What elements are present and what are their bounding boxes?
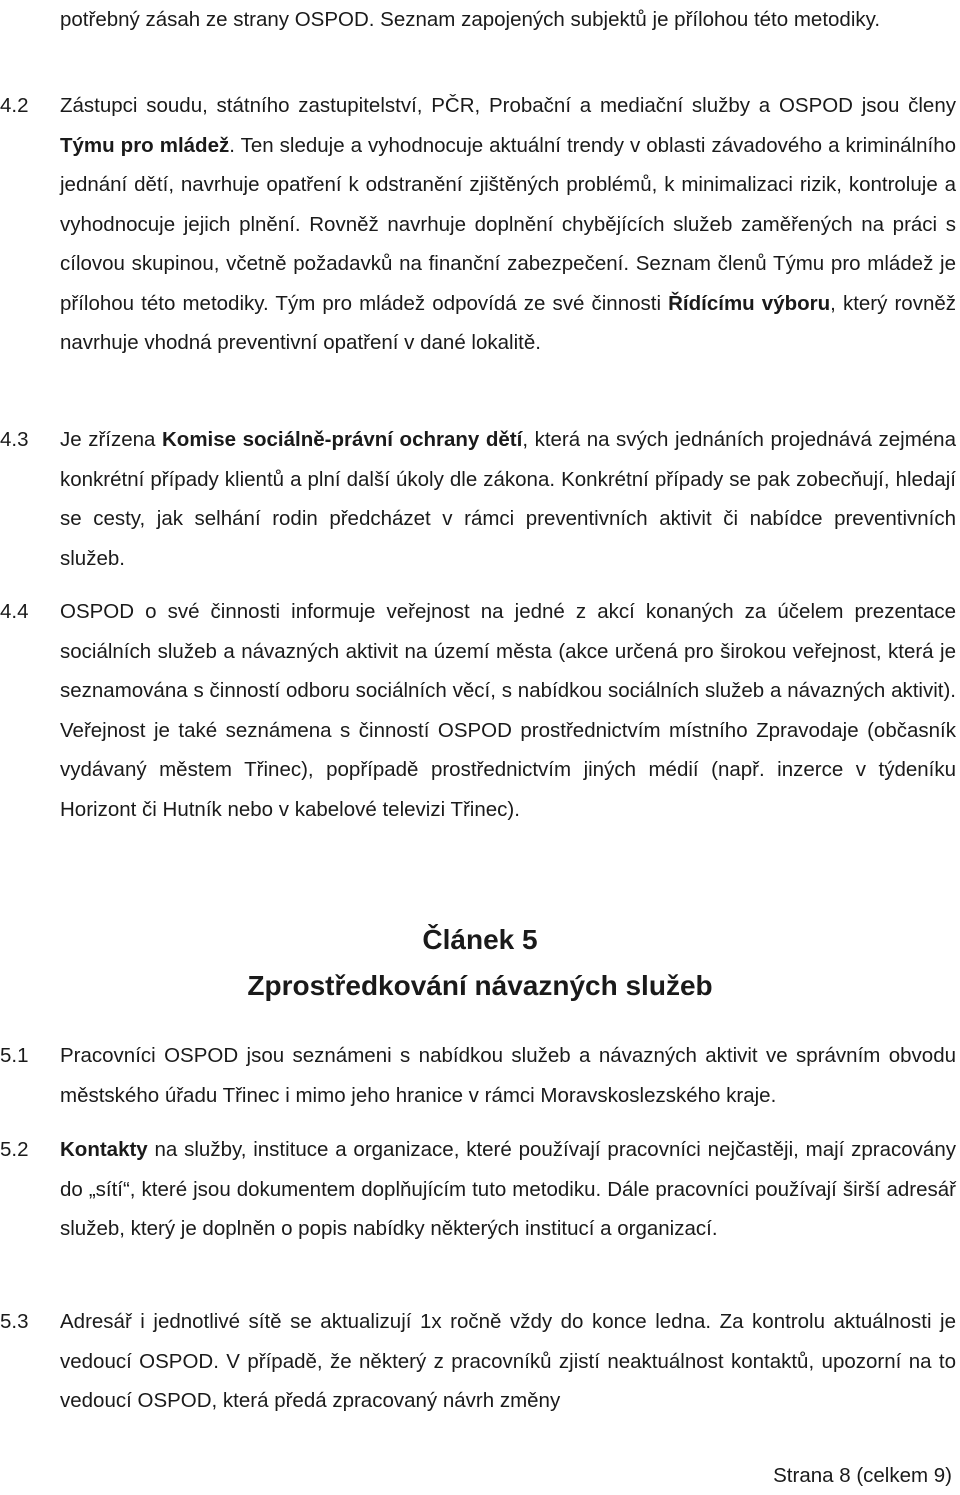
term-kontakty: Kontakty bbox=[60, 1138, 148, 1161]
paragraph-intro-text: potřebný zásah ze strany OSPOD. Seznam zapojených subjektů je přílohou této metodiky. bbox=[60, 8, 881, 31]
paragraph-4-4-text: OSPOD o své činnosti informuje veřejnost na jedné z akcí konaných za účelem prezentace sociálních služeb a návazných aktivit na území města (akce určená pro širokou veřejnost, která je seznamována s činností odboru sociálních věcí, s nabídkou sociálních služeb a návazných aktivit). Veřejnost je také seznámena s činností OSPOD prostřednictvím místního Zpravodaje (občasník vydávaný městem Třinec), popřípadě prostřednictvím jiných médií (např. inzerce v týdeníku Horizont či Hutník nebo v kabelové televizi Třinec). bbox=[60, 600, 956, 821]
paragraph-5-3 bbox=[0, 1302, 958, 1421]
paragraph-number: 5.3 bbox=[0, 1310, 29, 1333]
article-subtitle: Zprostředkování návazných služeb bbox=[247, 970, 713, 1001]
paragraph-5-1 bbox=[0, 1036, 958, 1115]
term-tym-pro-mladez: Týmu pro mládež bbox=[60, 133, 230, 157]
paragraph-4-3 bbox=[0, 420, 958, 578]
paragraph-5-2 bbox=[0, 1130, 958, 1249]
term-komise-ospod: Komise sociálně-právní ochrany dětí bbox=[162, 428, 523, 451]
paragraph-intro bbox=[0, 0, 958, 40]
paragraph-number: 4.3 bbox=[0, 428, 29, 451]
paragraph-4-3-text: Je zřízena Komise sociálně-právní ochrany dětí, která na svých jednáních projednává zejména konkrétní případy klientů a plní další úkoly dle zákona. Konkrétní případy se pak zobecňují, hledají se cesty, jak selhání rodin předcházet v rámci preventivních aktivit či nabídce preventivních služeb. bbox=[60, 428, 956, 570]
paragraph-number: 5.1 bbox=[0, 1044, 29, 1067]
page-number-footer: Strana 8 (celkem 9) bbox=[773, 1464, 952, 1487]
term-ridici-vybor: Řídícímu výboru bbox=[668, 291, 831, 315]
paragraph-number: 5.2 bbox=[0, 1138, 29, 1161]
paragraph-4-2-text: Zástupci soudu, státního zastupitelství, PČR, Probační a mediační služby a OSPOD jsou členy Týmu pro mládež. Ten sleduje a vyhodnocuje aktuální trendy v oblasti závadového a kriminálního jednání dětí, navrhuje opatření k odstranění zjištěných problémů, k minimalizaci rizik, kontroluje a vyhodnocuje jejich plnění. Rovněž navrhuje doplnění chybějících služeb zaměřených na práci s cílovou skupinou, včetně požadavků na finanční zabezpečení. Seznam členů Týmu pro mládež je přílohou této metodiky. Tým pro mládež odpovídá ze své činnosti Řídícímu výboru, který rovněž navrhuje vhodná preventivní opatření v dané lokalitě. bbox=[60, 94, 957, 354]
paragraph-5-2-text: Kontakty na služby, instituce a organizace, které používají pracovníci nejčastěji, mají zpracovány do „sítí“, které jsou dokumentem doplňujícím tuto metodiku. Dále pracovníci používají širší adresář služeb, který je doplněn o popis nabídky některých institucí a organizací. bbox=[60, 1138, 956, 1240]
article-title: Článek 5 bbox=[422, 924, 538, 955]
paragraph-number: 4.2 bbox=[0, 94, 29, 117]
paragraph-5-1-text: Pracovníci OSPOD jsou seznámeni s nabídkou služeb a návazných aktivit ve správním obvodu městského úřadu Třinec i mimo jeho hranice v rámci Moravskoslezského kraje. bbox=[60, 1044, 956, 1107]
paragraph-4-4 bbox=[0, 592, 958, 829]
paragraph-4-2 bbox=[0, 86, 958, 363]
paragraph-5-3-text: Adresář i jednotlivé sítě se aktualizují 1x ročně vždy do konce ledna. Za kontrolu aktuálnosti je vedoucí OSPOD. V případě, že některý z pracovníků zjistí neaktuálnost kontaktů, upozorní na to vedoucí OSPOD, která předá zpracovaný návrh změny bbox=[60, 1310, 956, 1412]
paragraph-number: 4.4 bbox=[0, 600, 29, 623]
